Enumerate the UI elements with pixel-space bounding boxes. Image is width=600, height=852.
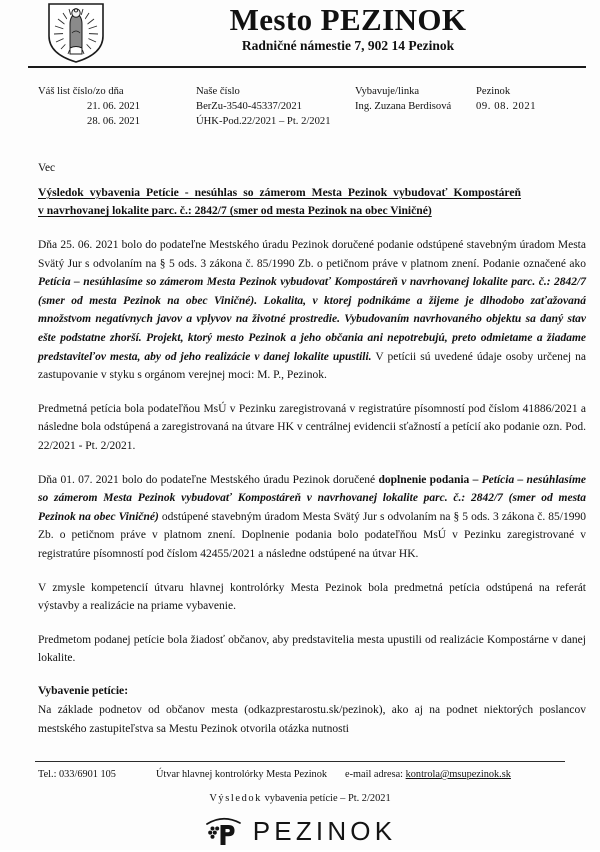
reference-block xyxy=(0,84,600,132)
footer-divider xyxy=(35,761,565,762)
reference-value: 09. 08. 2021 xyxy=(476,101,537,113)
paragraph-3-intro: Dňa 01. 07. 2021 bolo do podateľne Mestského úradu Pezinok doručené xyxy=(38,473,379,486)
reference-column-our-number xyxy=(196,84,346,130)
reference-value: 21. 06. 2021 xyxy=(87,101,140,113)
paragraph-3-emphasis: doplnenie podania – xyxy=(378,473,482,486)
paragraph-1-intro: Dňa 25. 06. 2021 bolo do podateľne Mestského úradu Pezinok doručené podanie odstúpené stavebným úradom Mesta Svätý Jur s odvolaním na § 5 ods. 3 zákona č. 85/1990 Zb. o petičnom práve v platnom znení. Podanie označené ako xyxy=(38,239,586,270)
letterhead-titleblock xyxy=(110,2,586,55)
reference-column-place-date xyxy=(476,84,586,114)
paragraph-3-petition-quote: Petícia – nesúhlasíme so zámerom Mesta Pezinok vybudovať Kompostáreň v navrhovanej lokalite parc. č.: 2842/7 (smer od mesta Pezinok na obec Viničné) xyxy=(38,473,586,523)
paragraph-4: V zmysle kompetencií útvaru hlavnej kontrolórky Mesta Pezinok bola predmetná petícia odstúpená na referát výstavby a realizácie na priame vybavenie. xyxy=(38,581,586,613)
header-divider xyxy=(28,66,586,68)
footer-department: Útvar hlavnej kontrolórky Mesta Pezinok xyxy=(156,769,328,780)
reference-value: BerZu-3540-45337/2021 xyxy=(196,101,302,113)
paragraph-5: Predmetom podanej petície bola žiadosť občanov, aby predstavitelia mesta upustili od realizácie Kompostárne v danej lokalite. xyxy=(38,633,586,665)
reference-value: 28. 06. 2021 xyxy=(87,116,140,128)
pezinok-grape-p-logo-icon xyxy=(204,815,244,847)
footer-telephone: Tel.: 033/6901 105 xyxy=(38,769,116,780)
subject-label: Vec xyxy=(38,162,56,174)
paragraph-1-petition-quote: Petícia – nesúhlasíme so zámerom Mesta Pezinok vybudovať Kompostáreň v navrhovanej lokalite parc. č.: 2842/7 (smer od mesta Pezinok na obec Viničné). Lokalita, v ktorej podnikáme a žijeme je dlhodobo zaťažovaná množstvom negatívnych javov a vplyvov na životné prostredie. Vybudovaním navrhovaného objektu sa daný stav ešte podstatne zhorší. Projekt, ktorý mesto Pezinok a jeho občania ani nepotrebujú, preto odmietame a žiadame predstaviteľov mesta, aby od jeho realizácie v danej lokalite upustili. xyxy=(38,276,586,363)
subject-title-line-1: Výsledok vybavenia Petície - nesúhlas so zámerom Mesta Pezinok vybudovať Kompostáreň xyxy=(38,186,521,199)
reference-heading: Vybavuje/linka xyxy=(355,86,420,97)
footer-email-address[interactable]: kontrola@msupezinok.sk xyxy=(405,769,511,780)
footer-contact xyxy=(38,768,566,782)
subject-title xyxy=(38,184,586,220)
reference-column-your-letter xyxy=(38,84,168,130)
paragraph-3-outro: odstúpené stavebným úradom Mesta Svätý Jur s odvolaním na § 5 ods. 3 zákona č. 85/1990 Zb. o petičnom práve v platnom znení. Doplnenie podania bolo podateľňou MsÚ v Pezinku zaregistrované v registratúre písomností pod číslom 42455/2021 a následne odstúpené na útvar HK. xyxy=(38,510,586,560)
footer-email xyxy=(345,768,511,782)
reference-heading: Váš list číslo/zo dňa xyxy=(38,86,124,97)
pezinok-brand-logo xyxy=(0,812,600,850)
paragraph-1 xyxy=(38,236,586,385)
reference-column-handled-by xyxy=(355,84,473,114)
paragraph-1-outro: V petícii sú uvedené údaje osoby určenej na zastupovanie v styku s orgánom verejnej moci: M. P., Pezinok. xyxy=(38,350,586,382)
reference-value: Ing. Zuzana Berdisová xyxy=(355,101,452,113)
footer-document-name-rest: vybavenia petície – Pt. 2/2021 xyxy=(261,793,391,804)
paragraph-3 xyxy=(38,471,586,564)
page-title: Mesto PEZINOK xyxy=(229,2,467,37)
document-body xyxy=(38,160,586,739)
letterhead xyxy=(0,0,600,66)
reference-value: ÚHK-Pod.22/2021 – Pt. 2/2021 xyxy=(196,116,331,128)
footer-document-name-lead: Výsledok xyxy=(209,793,262,804)
letterhead-address: Radničné námestie 7, 902 14 Pezinok xyxy=(241,38,455,53)
pezinok-brand-text: PEZINOK xyxy=(252,816,397,846)
paragraph-6: Na základe podnetov od občanov mesta (odkazprestarostu.sk/pezinok), ako aj na podnet niektorých poslancov mestského zastupiteľstva sa Mestu Pezinok otvorila otázka nutnosti xyxy=(38,704,586,736)
paragraph-2: Predmetná petícia bola podateľňou MsÚ v Pezinku zaregistrovaná v registratúre písomností pod číslom 41886/2021 a následne bola odstúpená a zaregistrovaná na útvare HK v centrálnej evidencii sťažností a petícií ako podanie ozn. Pod. 22/2021 - Pt. 2/2021. xyxy=(38,402,586,452)
section-heading-resolution: Vybavenie petície: xyxy=(38,683,129,697)
reference-heading: Naše číslo xyxy=(196,86,240,97)
footer-email-label: e-mail adresa: xyxy=(345,769,404,780)
footer-document-name xyxy=(0,793,600,804)
subject-title-line-2: v navrhovanej lokalite parc. č.: 2842/7 (smer od mesta Pezinok na obec Viničné) xyxy=(38,204,432,217)
reference-heading: Pezinok xyxy=(476,86,511,97)
pezinok-coat-of-arms-icon xyxy=(46,2,106,64)
